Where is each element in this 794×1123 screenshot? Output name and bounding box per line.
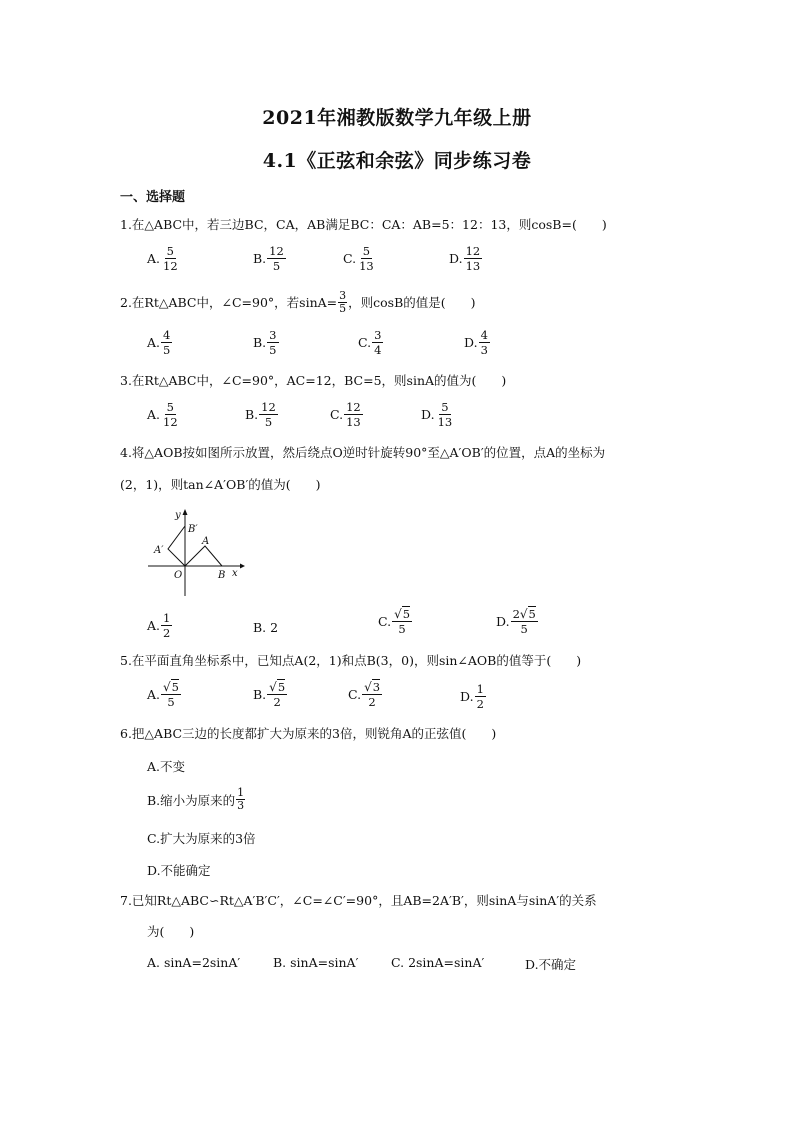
numerator: 3	[374, 328, 382, 342]
numerator: 12	[269, 244, 284, 258]
question-4-line-2: (2，1)，则tan∠A′OB′的值为( )	[120, 477, 321, 492]
option-label: C.	[348, 687, 362, 702]
denominator: 2	[476, 697, 484, 711]
option-label: B.	[253, 251, 267, 266]
y-axis-label: y	[175, 510, 181, 521]
triangle-a-prime-ob-prime	[168, 526, 185, 566]
question-5: 5.在平面直角坐标系中，已知点A(2，1)和点B(3，0)，则sin∠AOB的值等于( )	[120, 653, 582, 668]
denominator: 12	[163, 415, 178, 429]
option-label: B.	[253, 335, 267, 350]
fraction	[344, 400, 363, 429]
numerator: 1	[237, 786, 245, 799]
option-label: D.	[464, 335, 478, 350]
q6-option-c: C.扩大为原来的3倍	[147, 831, 256, 846]
q3-option-c	[330, 400, 363, 429]
numerator	[161, 680, 181, 695]
q6-option-a: A.不变	[147, 759, 186, 774]
radical-sign: √	[519, 607, 528, 621]
q1-option-b	[253, 244, 286, 273]
fraction	[267, 680, 287, 709]
point-a-label: A	[202, 536, 210, 547]
fraction	[161, 244, 180, 273]
denominator: 5	[272, 259, 281, 273]
fraction	[479, 328, 490, 357]
numerator: 12	[465, 244, 481, 258]
option-label: A.	[147, 251, 161, 266]
option-label: D.	[449, 251, 463, 266]
denominator: 5	[264, 415, 273, 429]
numerator: 5	[362, 244, 371, 258]
numerator: 3	[339, 289, 347, 302]
fraction	[338, 290, 347, 315]
denominator: 2	[368, 695, 376, 709]
radicand: 5	[171, 680, 179, 694]
option-label: C.	[330, 407, 344, 422]
denominator: 13	[359, 259, 374, 273]
q6-option-d: D.不能确定	[147, 863, 211, 878]
fraction	[436, 400, 455, 429]
numerator: 1	[476, 682, 484, 696]
q1-option-c	[343, 244, 376, 273]
denominator: 2	[273, 695, 281, 709]
fraction	[372, 328, 383, 357]
question-6: 6.把△ABC三边的长度都扩大为原来的3倍，则锐角A的正弦值( )	[120, 726, 497, 741]
option-label: B.	[253, 687, 267, 702]
q3-option-a	[147, 400, 180, 429]
option-label: A.	[147, 687, 161, 702]
fraction	[161, 400, 180, 429]
radical-sign: √	[269, 680, 277, 694]
numerator	[362, 680, 382, 695]
radicand: 3	[372, 680, 381, 694]
origin-label: O	[174, 570, 183, 581]
q4-option-b: B. 2	[253, 620, 279, 635]
q7-option-b: B. sinA=sinA′	[273, 955, 359, 970]
numerator	[267, 680, 287, 695]
point-b-label: B	[218, 570, 226, 581]
denominator: 5	[398, 622, 406, 636]
q4-option-d	[496, 607, 538, 636]
document-subtitle: 4.1《正弦和余弦》同步练习卷	[262, 150, 532, 172]
fraction	[464, 244, 483, 273]
denominator: 5	[269, 343, 277, 357]
option-label: A.	[147, 407, 161, 422]
fraction	[357, 244, 376, 273]
coordinate-figure	[140, 506, 250, 598]
q5-option-b	[253, 680, 287, 709]
fraction	[392, 607, 412, 636]
denominator: 5	[520, 622, 528, 636]
radical-sign: √	[163, 680, 171, 694]
option-label: A.	[147, 618, 161, 633]
option-text: B.缩小为原来的	[147, 792, 236, 808]
q4-option-a	[147, 611, 172, 640]
denominator: 3	[237, 799, 245, 812]
numerator: 4	[480, 328, 488, 342]
point-a-prime-label: A′	[154, 545, 164, 556]
fraction	[259, 400, 278, 429]
denominator: 13	[346, 415, 361, 429]
q5-option-d	[460, 682, 486, 711]
denominator: 13	[437, 415, 453, 429]
denominator: 5	[167, 695, 175, 709]
q2-option-d	[464, 328, 490, 357]
q2-option-b	[253, 328, 279, 357]
point-b-prime-label: B′	[188, 524, 198, 535]
denominator: 13	[465, 259, 481, 273]
option-label: C.	[358, 335, 372, 350]
fraction	[236, 787, 245, 812]
q2-option-c	[358, 328, 383, 357]
question-2	[120, 290, 476, 315]
option-label: C.	[378, 614, 392, 629]
denominator: 5	[339, 302, 347, 315]
radicand: 5	[277, 680, 286, 694]
option-label: D.	[496, 614, 510, 629]
option-label: B.	[245, 407, 259, 422]
numerator: 5	[441, 400, 449, 414]
denominator: 2	[163, 626, 171, 640]
radicand: 5	[528, 607, 536, 621]
denominator: 5	[163, 343, 171, 357]
question-4-line-1: 4.将△AOB按如图所示放置，然后绕点O逆时针旋转90°至△A′OB′的位置，点A的坐标为	[120, 445, 606, 460]
question-text: 2.在Rt△ABC中，∠C=90°，若sinA=	[120, 294, 338, 310]
fraction	[362, 680, 382, 709]
q7-option-c: C. 2sinA=sinA′	[391, 955, 485, 970]
coefficient: 2	[512, 607, 520, 621]
question-3: 3.在Rt△ABC中，∠C=90°，AC=12，BC=5，则sinA的值为( )	[120, 373, 507, 388]
radicand: 5	[402, 607, 411, 621]
question-text: ，则cosB的值是( )	[348, 294, 476, 310]
numerator	[511, 607, 538, 622]
fraction	[267, 244, 286, 273]
q1-option-a	[147, 244, 180, 273]
document-title: 2021年湘教版数学九年级上册	[262, 107, 532, 129]
y-axis-arrow	[183, 509, 188, 515]
question-1: 1.在△ABC中，若三边BC，CA，AB满足BC：CA：AB=5：12：13，则cosB=( )	[120, 217, 607, 232]
fraction	[161, 680, 181, 709]
denominator: 12	[163, 259, 178, 273]
q7-option-a: A. sinA=2sinA′	[147, 955, 241, 970]
option-label: D.	[460, 689, 474, 704]
q7-option-d: D.不确定	[525, 957, 577, 972]
question-7-line-2: 为( )	[147, 924, 195, 939]
q5-option-a	[147, 680, 181, 709]
numerator: 1	[163, 611, 171, 625]
triangle-aob	[185, 546, 222, 566]
numerator: 12	[261, 400, 276, 414]
numerator: 12	[346, 400, 361, 414]
denominator: 3	[480, 343, 488, 357]
q1-option-d	[449, 244, 482, 273]
question-7-line-1: 7.已知Rt△ABC∽Rt△A′B′C′，∠C=∠C′=90°，且AB=2A′B′，则sinA与sinA′的关系	[120, 893, 597, 908]
q2-option-a	[147, 328, 172, 357]
numerator	[392, 607, 412, 622]
fraction	[267, 328, 278, 357]
option-label: D.	[421, 407, 435, 422]
numerator: 4	[163, 328, 171, 342]
q3-option-d	[421, 400, 454, 429]
x-axis-label: x	[232, 568, 238, 579]
section-heading: 一、选择题	[120, 190, 186, 205]
numerator: 5	[166, 244, 174, 258]
option-label: A.	[147, 335, 161, 350]
numerator: 5	[166, 400, 174, 414]
option-label: C.	[343, 251, 357, 266]
fraction	[161, 611, 172, 640]
fraction	[161, 328, 172, 357]
fraction	[511, 607, 538, 636]
radical-sign: √	[364, 680, 372, 694]
x-axis-arrow	[240, 564, 245, 569]
numerator: 3	[269, 328, 277, 342]
q5-option-c	[348, 680, 382, 709]
q4-option-c	[378, 607, 412, 636]
fraction	[475, 682, 486, 711]
q6-option-b	[147, 787, 246, 812]
denominator: 4	[374, 343, 382, 357]
q3-option-b	[245, 400, 278, 429]
radical-sign: √	[394, 607, 402, 621]
